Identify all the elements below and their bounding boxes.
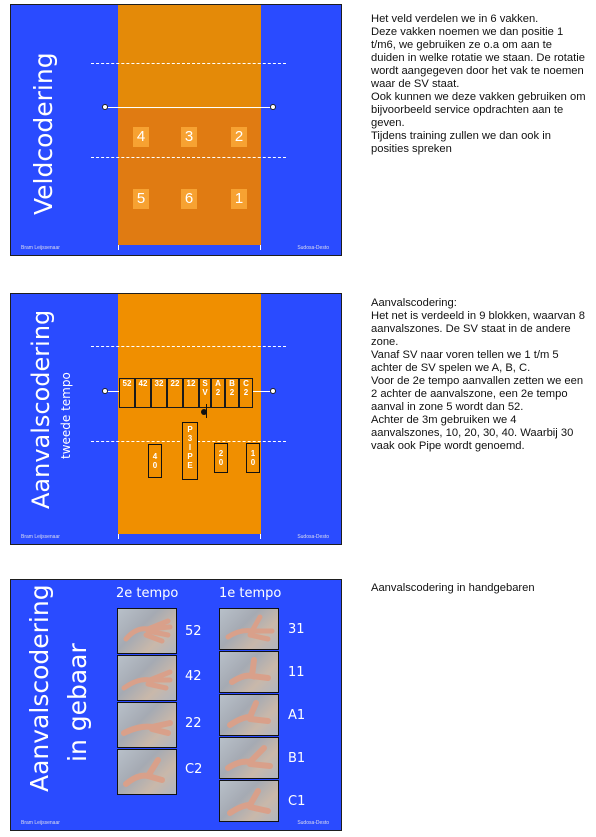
footer-author: Bram Leijssenaar [21,820,60,826]
zone-3: 3 [181,127,197,147]
attack-line-top [91,63,286,64]
setter-marker [201,409,207,415]
attack-line-bottom [91,157,286,158]
hand-gesture-photo [219,651,279,693]
notes-gebaren: Aanvalscodering in handgebaren [371,582,535,594]
zone-2: 2 [231,127,247,147]
gesture-code: 42 [185,669,202,684]
net-post-left [102,388,108,394]
footer-club: Sudosa-Desto [297,820,329,826]
sideline-tick [260,534,261,539]
gesture-code: 52 [185,624,202,639]
gesture-code: 22 [185,716,202,731]
court [118,4,261,245]
net-block-12: 12 [183,378,199,408]
hand-gesture-photo [219,780,279,822]
zone-1: 1 [231,189,247,209]
hand-gesture-photo [117,608,177,654]
net-block-sv: S V [199,378,211,408]
net-line [105,107,271,108]
slide-title: Aanvalscodering [27,309,55,509]
back-zone-pipe: P 3 I P E [182,422,198,480]
footer-club: Sudosa-Desto [297,534,329,540]
gesture-code: 11 [288,665,305,680]
slide-subtitle: tweede tempo [59,372,73,459]
net-block-b2: B 2 [225,378,239,408]
zone-6: 6 [181,189,197,209]
column-head-2e-tempo: 2e tempo [116,586,179,601]
slide-aanvalscodering [10,293,342,545]
gesture-code: A1 [288,708,306,723]
slide-title: Veldcodering [29,52,58,215]
hand-gesture-photo [219,608,279,650]
zone-5: 5 [133,189,149,209]
attack-line-top [91,346,286,347]
footer-author: Bram Leijssenaar [21,534,60,540]
hand-gesture-photo [117,702,177,748]
hand-gesture-photo [117,655,177,701]
net-block-a2: A 2 [211,378,225,408]
column-head-1e-tempo: 1e tempo [219,586,282,601]
net-block-c2: C 2 [239,378,253,408]
net-post-right [270,388,276,394]
sideline-tick [260,245,261,250]
gesture-code: C2 [185,762,203,777]
slide-title-line-2: in gebaar [63,643,92,762]
gesture-code: C1 [288,794,306,809]
sideline-tick [118,534,119,539]
notes-aanvalscodering: Aanvalscodering: Het net is verdeeld in 9 blokken, waarvan 8 aanvalszones. De SV staat in de andere zone. Vanaf SV naar voren tellen we 1 t/m 5 achter de SV spelen we A, B, C. Voor de 2e tempo aanvallen zetten we een 2 achter de aanvalszone, een 2e tempo aanval in zone 5 wordt dan 52. Achter de 3m gebruiken we 4 aanvalszones, 10, 20, 30, 40. Waarbij 30 vaak ook Pipe wordt genoemd. [371,297,585,452]
net-block-42: 42 [135,378,151,408]
footer-author: Bram Leijssenaar [21,245,60,251]
hand-gesture-photo [219,737,279,779]
net-block-32: 32 [151,378,167,408]
back-zone-40: 4 0 [148,444,162,478]
footer-club: Sudosa-Desto [297,245,329,251]
net-post-left [102,104,108,110]
gesture-code: B1 [288,751,306,766]
slide-veldcodering [10,4,342,256]
gesture-code: 31 [288,622,305,637]
back-zone-20: 2 0 [214,443,228,473]
net-block-52: 52 [119,378,135,408]
hand-gesture-photo [219,694,279,736]
back-zone-10: 1 0 [246,443,260,473]
slide-aanvalscodering-gebaar [10,579,342,831]
hand-gesture-photo [117,749,177,795]
sideline-tick [118,245,119,250]
net-post-right [270,104,276,110]
court [118,293,261,534]
net-block-22: 22 [167,378,183,408]
zone-4: 4 [133,127,149,147]
notes-veldcodering: Het veld verdelen we in 6 vakken. Deze vakken noemen we dan positie 1 t/m6, we gebruiken ze o.a om aan te duiden in welke rotatie we staan. De rotatie wordt aangegeven door het vak te noemen waar de SV staat. Ook kunnen we deze vakken gebruiken om bijvoorbeeld service opdrachten aan te geven. Tijdens training zullen we dan ook in posities spreken [371,13,586,155]
slide-title: Aanvalscodering [25,584,54,792]
